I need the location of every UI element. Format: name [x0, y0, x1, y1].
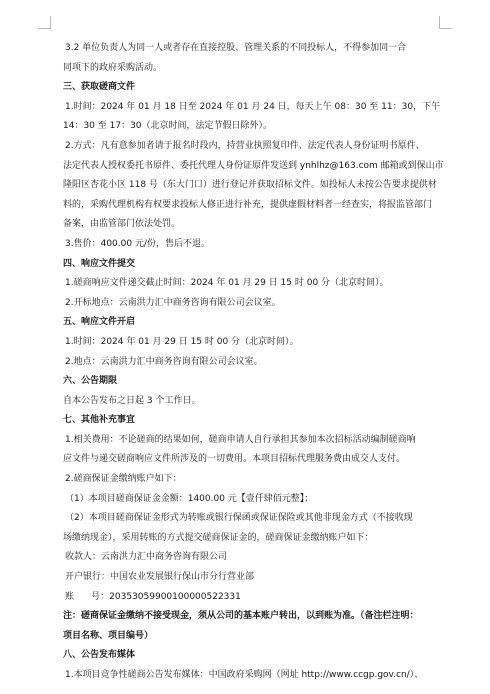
section-heading: 三、获取磋商文件 [63, 82, 136, 93]
paragraph-line: （2）本项目磋商保证金形式为转账或银行保函或保证保险或其他非现金方式（不接收现 [65, 513, 413, 524]
deposit-note-line: 项目名称、项目编号） [63, 630, 154, 641]
paragraph-line: 1.时间：2024 年 01 月 18 日至 2024 年 01 月 24 日，每天上午 08：30 至 11：30，下午 [65, 101, 441, 112]
paragraph-line: 应文件与递交磋商响应文件所涉及的一切费用。本项目招标代理服务费由成交人支付。 [63, 454, 406, 465]
paragraph-line: 1.磋商响应文件递交截止时间：2024 年 01 月 29 日 15 时 00 分（北京时间）。 [65, 278, 389, 289]
paragraph-line: 3.售价：400.00 元/份，售后不退。 [65, 238, 210, 249]
account-bank-line: 开户银行：中国农业发展银行保山市分行营业部 [65, 572, 255, 583]
paragraph-line: 1.时间：2024 年 01 月 29 日 15 时 00 分（北京时间）。 [65, 336, 299, 347]
paragraph-line: 2.方式：凡有意参加者请于报名时段内，持营业执照复印件、法定代表人身份证明书原件、 [65, 140, 425, 151]
section-heading: 四、响应文件提交 [63, 258, 136, 269]
section-heading: 五、响应文件开启 [63, 317, 136, 328]
document-body [63, 39, 465, 686]
paragraph-line: 场缴纳现金），采用转账的方式提交磋商保证金的，磋商保证金缴纳账户如下： [63, 532, 374, 543]
deposit-note-line: 注：磋商保证金缴纳不接受现金，须从公司的基本账户转出，以到账为准。（备注栏注明： [63, 611, 419, 622]
paragraph-line: 1.相关费用：不论磋商的结果如何，磋商申请人自行承担其参加本次招标活动编制磋商响 [65, 434, 416, 445]
paragraph-line: 14：30 至 17：30（北京时间，法定节假日除外）。 [63, 121, 273, 132]
paragraph-line: 2.开标地点：云南洪力汇中商务咨询有限公司会议室。 [65, 297, 281, 308]
paragraph-line: 2.地点：云南洪力汇中商务咨询有限公司会议室。 [65, 356, 263, 367]
section-heading: 八、公告发布媒体 [63, 650, 136, 661]
paragraph-line: 2.磋商保证金缴纳账户如下： [65, 474, 182, 485]
paragraph-line: 自本公告发布之日起 3 个工作日。 [63, 395, 201, 406]
paragraph-line: 法定代表人授权委托书原件、委托代理人身份证原件发送到 ynhlhz@163.com 邮箱或到保山市 [63, 160, 444, 171]
page-corner-mark-right [439, 16, 452, 29]
paragraph-line: 3.2 单位负责人为同一人或者存在直接控股、管理关系的不同投标人，不得参加同一合 [65, 43, 407, 53]
paragraph-line: 同项下的政府采购活动。 [63, 62, 163, 73]
account-payee-line: 收款人：云南洪力汇中商务咨询有限公司 [65, 552, 228, 563]
paragraph-line: （1）本项目磋商保证金金额：1400.00 元【壹仟肆佰元整】； [65, 493, 314, 504]
paragraph-line: 料的，采购代理机构有权要求投标人修正进行补充，提供虚假材料者一经查实，将报监管部门 [63, 199, 433, 210]
section-heading: 六、公告期限 [63, 376, 118, 387]
paragraph-line: 备案，由监管部门依法处罚。 [63, 219, 181, 230]
media-line: 1.本项目竞争性磋商公告发布媒体：中国政府采购网（网址 http://www.ccgp.gov.cn/）、 [65, 670, 424, 680]
page-corner-mark-left [38, 16, 51, 29]
account-number-line: 账 号：20353059900100000522331 [65, 591, 241, 602]
paragraph-line: 隆阳区杏花小区 118 号（东大门口）进行登记并获取招标文件。如投标人未按公告要求提供材 [63, 180, 437, 191]
section-heading: 七、其他补充事宜 [63, 415, 136, 426]
